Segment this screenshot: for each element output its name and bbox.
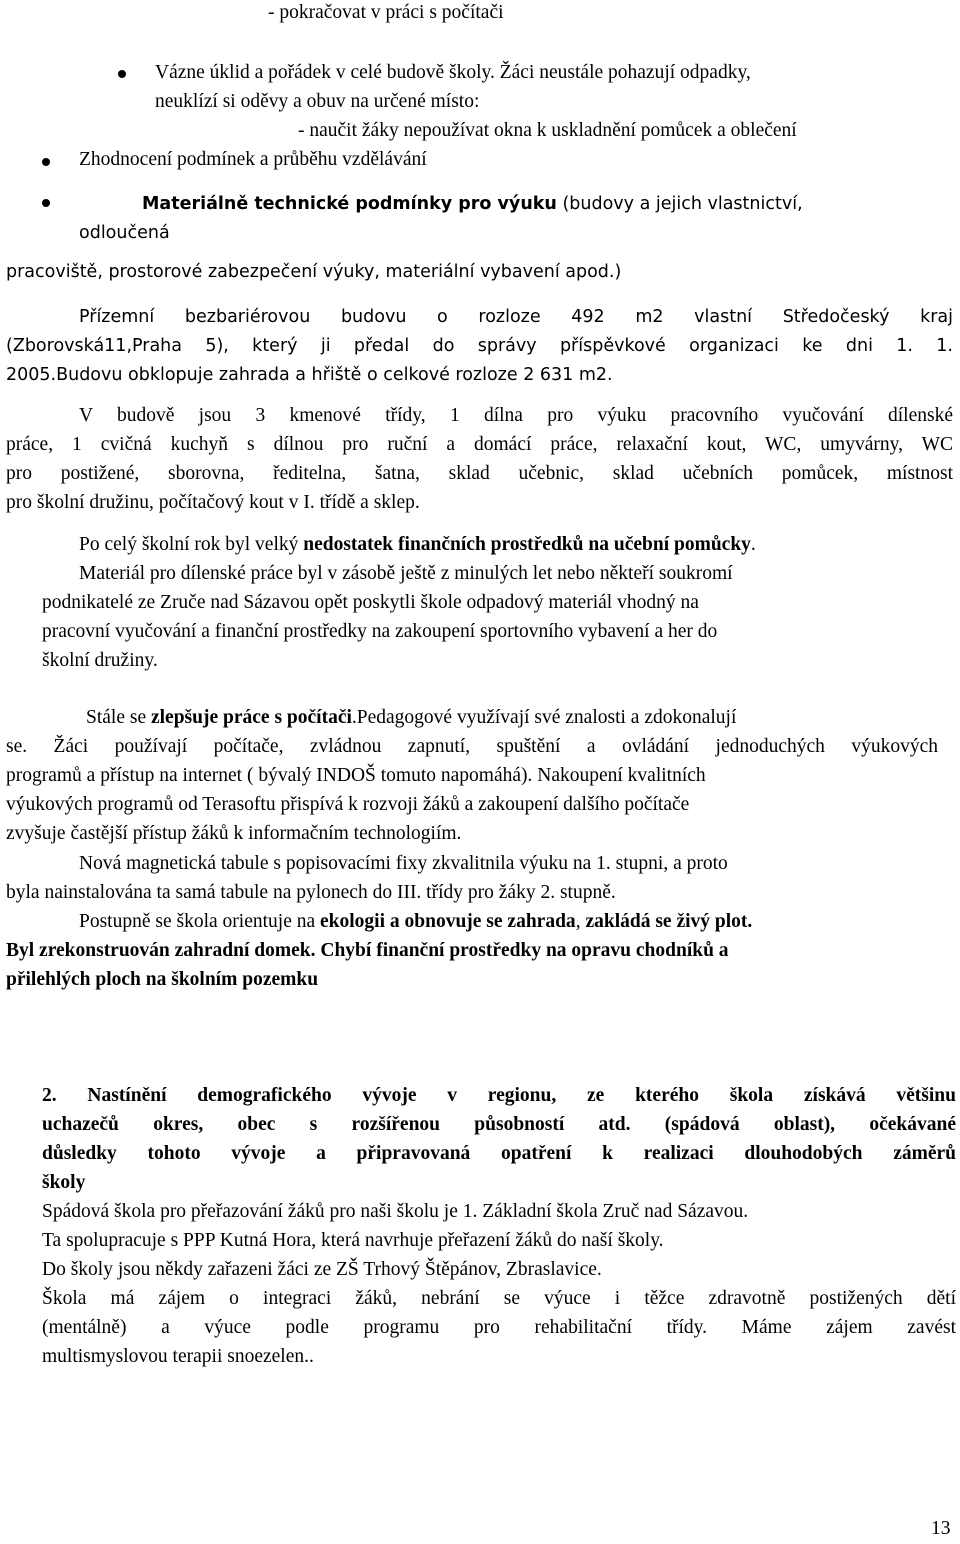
heading-text: školy [42,1172,86,1193]
text-run: Po celý školní rok byl velký [79,534,304,555]
bullet-icon [118,70,126,78]
paragraph-line: Ta spolupracuje s PPP Kutná Hora, která navrhuje přeřazení žáků do naší školy. [42,1230,664,1251]
paragraph-line: pro školní družinu, počítačový kout v I. třídě a sklep. [6,492,420,513]
emphasis: Byl zrekonstruován zahradní domek. Chybí finanční prostředky na opravu chodníků a [6,940,729,961]
bullet-icon [42,199,50,207]
emphasis: zakládá se živý plot. [585,911,753,932]
paragraph-line: pracoviště, prostorové zabezpečení výuky, materiální vybavení apod.) [6,262,622,282]
subsection-note: (budovy a jejich vlastnictví, [556,194,803,214]
paragraph-line: Vázne úklid a pořádek v celé budově školy. Žáci neustále pohazují odpadky, [155,62,751,83]
list-item-dash: - pokračovat v práci s počítači [268,2,504,23]
paragraph-line: Materiál pro dílenské práce byl v zásobě ještě z minulých let nebo někteří soukromí [79,563,733,584]
paragraph-line: Přízemní bezbariérovou budovu o rozloze 492 m2 vlastní Středočeský kraj [79,307,953,327]
paragraph-line [6,966,318,995]
subsection-title: Materiálně technické podmínky pro výuku [142,194,557,214]
paragraph-line [79,531,756,560]
paragraph-line [79,908,752,937]
paragraph-line: multismyslovou terapii snoezelen.. [42,1346,314,1367]
text-run: , [575,911,586,932]
paragraph-line: Spádová škola pro přeřazování žáků pro naši školu je 1. Základní škola Zruč nad Sázavou. [42,1201,749,1222]
paragraph-line: Nová magnetická tabule s popisovacími fixy zkvalitnila výuku na 1. stupni, a proto [79,853,728,874]
emphasis: nedostatek finančních prostředků na učební pomůcky [303,534,751,555]
heading-text: uchazečů okres, obec s rozšířenou působností atd. (spádová oblast), očekávané [42,1114,956,1135]
section-heading [42,1169,85,1198]
paragraph-line: výukových programů od Terasoftu přispívá k rozvoji žáků a zakoupení dalšího počítače [6,794,690,815]
paragraph-line: Do školy jsou někdy zařazeni žáci ze ZŠ Trhový Štěpánov, Zbraslavice. [42,1259,602,1280]
paragraph-line [6,937,729,966]
paragraph-line: programů a přístup na internet ( bývalý INDOŠ tomuto napomáhá). Nakoupení kvalitních [6,765,706,786]
paragraph-line: pro postižené, sborovna, ředitelna, šatna, sklad učebnic, sklad učebních pomůcek, místnost [6,463,953,484]
paragraph-line: 2005.Budovu obklopuje zahrada a hřiště o celkové rozloze 2 631 m2. [6,365,613,385]
paragraph-line: zvyšuje častější přístup žáků k informačním technologiím. [6,823,462,844]
paragraph-line: práce, 1 cvičná kuchyň s dílnou pro ruční a domácí práce, relaxační kout, WC, umyvárny, WC [6,434,953,455]
paragraph-line: odloučená [79,223,170,243]
paragraph-line: školní družiny. [42,650,158,671]
text-run: Stále se [86,707,151,728]
section-heading [42,1082,956,1111]
text-run: Postupně se škola orientuje na [79,911,320,932]
section-heading: Zhodnocení podmínek a průběhu vzdělávání [79,149,427,170]
paragraph-line: (mentálně) a výuce podle programu pro rehabilitační třídy. Máme zájem zavést [42,1317,956,1338]
bullet-icon [42,158,50,166]
section-heading [42,1111,956,1140]
emphasis: zlepšuje práce s počítači [150,707,352,728]
paragraph-line: Škola má zájem o integraci žáků, nebrání se výuce i těžce zdravotně postižených dětí [42,1288,956,1309]
paragraph-line: byla nainstalována ta samá tabule na pylonech do III. třídy pro žáky 2. stupně. [6,882,616,903]
paragraph-line [86,704,736,733]
paragraph-line: (Zborovská11,Praha 5), který ji předal do správy příspěvkové organizaci ke dni 1. 1. [6,336,953,356]
paragraph-line: neuklízí si oděvy a obuv na určené místo: [155,91,480,112]
text-run: .Pedagogové využívají své znalosti a zdokonalují [351,707,737,728]
paragraph-line: V budově jsou 3 kmenové třídy, 1 dílna pro výuku pracovního vyučování dílenské [79,405,953,426]
paragraph-line: podnikatelé ze Zruče nad Sázavou opět poskytli škole odpadový materiál vhodný na [42,592,699,613]
page-number: 13 [931,1518,951,1539]
heading-text: 2. Nastínění demografického vývoje v regionu, ze kterého škola získává většinu [42,1085,956,1106]
text-run: . [750,534,756,555]
list-item-dash: - naučit žáky nepoužívat okna k uskladnění pomůcek a oblečení [298,120,797,141]
subsection-heading [142,190,803,219]
paragraph-line: se. Žáci používají počítače, zvládnou zapnutí, spuštění a ovládání jednoduchých výukových [6,736,938,757]
emphasis: přilehlých ploch na školním pozemku [6,969,319,990]
emphasis: ekologii a obnovuje se zahrada [320,911,576,932]
section-heading [42,1140,956,1169]
paragraph-line: pracovní vyučování a finanční prostředky na zakoupení sportovního vybavení a her do [42,621,718,642]
heading-text: důsledky tohoto vývoje a připravovaná opatření k realizaci dlouhodobých záměrů [42,1143,956,1164]
